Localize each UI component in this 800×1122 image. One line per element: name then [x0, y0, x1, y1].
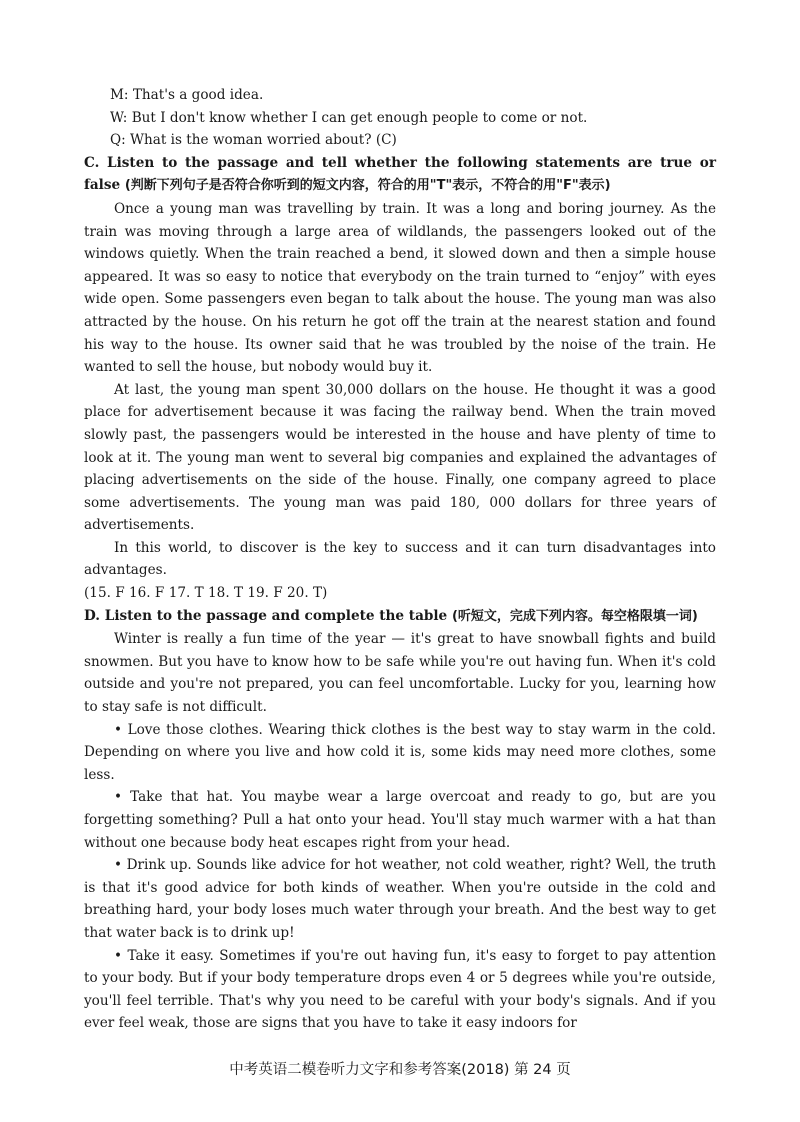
- section-d-bullet: • Love those clothes. Wearing thick clothes is the best way to stay warm in the cold. Depending on where you live and how cold it is, some kids may need more clothes, some less.: [84, 721, 716, 783]
- section-d-heading: [84, 605, 716, 629]
- section-d-heading-cn: (听短文，完成下列内容。每空格限填一词): [451, 608, 698, 624]
- section-d-bullet: • Take it easy. Sometimes if you're out having fun, it's easy to forget to pay attention to your body. But if your body temperature drops even 4 or 5 degrees while you're outside, you'll feel terrible. That's why you need to be careful with your body's signals. And if you ever feel weak, those are signs that you have to take it easy indoors for: [84, 947, 716, 1032]
- dialogue-line-w: W: But I don't know whether I can get enough people to come or not.: [110, 109, 588, 126]
- dialogue-question: Q: What is the woman worried about? (C): [110, 132, 397, 149]
- section-c-paragraph: Once a young man was travelling by train. It was a long and boring journey. As the train was moving through a large area of wildlands, the passengers looked out of the windows quietly. When the train reached a bend, it slowed down and then a simple house appeared. It was so easy to notice that everybody on the train turned to “enjoy” with eyes wide open. Some passengers even began to talk about the house. The young man was also attracted by the house. On his return he got off the train at the nearest station and found his way to the house. Its owner said that he was troubled by the noise of the train. He wanted to sell the house, but nobody would buy it.: [84, 200, 716, 376]
- page-footer: 中考英语二模卷听力文字和参考答案(2018) 第 24 页: [229, 1062, 571, 1078]
- section-c-heading-en: C. Listen to the passage and tell whether the following statements are true or false: [84, 154, 716, 194]
- section-c-paragraph: At last, the young man spent 30,000 dollars on the house. He thought it was a good place for advertisement because it was facing the railway bend. When the train moved slowly past, the passengers would be interested in the house and have plenty of time to look at it. The young man went to several big companies and explained the advantages of placing advertisements on the side of the house. Finally, one company agreed to place some advertisements. The young man was paid 180, 000 dollars for three years of advertisements.: [84, 381, 716, 534]
- section-c-answers: (15. F 16. F 17. T 18. T 19. F 20. T): [84, 585, 328, 602]
- page-body: [84, 84, 716, 1035]
- dialogue-line-m: M: That's a good idea.: [110, 87, 264, 103]
- section-d-heading-en: D. Listen to the passage and complete the table: [84, 607, 448, 624]
- section-d-bullet: • Take that hat. You maybe wear a large overcoat and ready to go, but are you forgetting something? Pull a hat onto your head. You'll stay much warmer with a hat than without one because body heat escapes right from your head.: [84, 789, 716, 851]
- section-c-heading: [84, 152, 716, 198]
- section-d-paragraph: Winter is really a fun time of the year — it's great to have snowball fights and build snowmen. But you have to know how to be safe while you're out having fun. When it's cold outside and you're not prepared, you can feel uncomfortable. Lucky for you, learning how to stay safe is not difficult.: [84, 631, 716, 716]
- section-c-heading-cn: (判断下列句子是否符合你听到的短文内容，符合的用"T"表示，不符合的用"F"表示): [124, 178, 611, 194]
- section-d-bullet: • Drink up. Sounds like advice for hot weather, not cold weather, right? Well, the truth is that it's good advice for both kinds of weather. When you're outside in the cold and breathing hard, your body loses much water through your breath. And the best way to get that water back is to drink up!: [84, 857, 716, 941]
- section-c-paragraph: In this world, to discover is the key to success and it can turn disadvantages into advantages.: [84, 539, 716, 579]
